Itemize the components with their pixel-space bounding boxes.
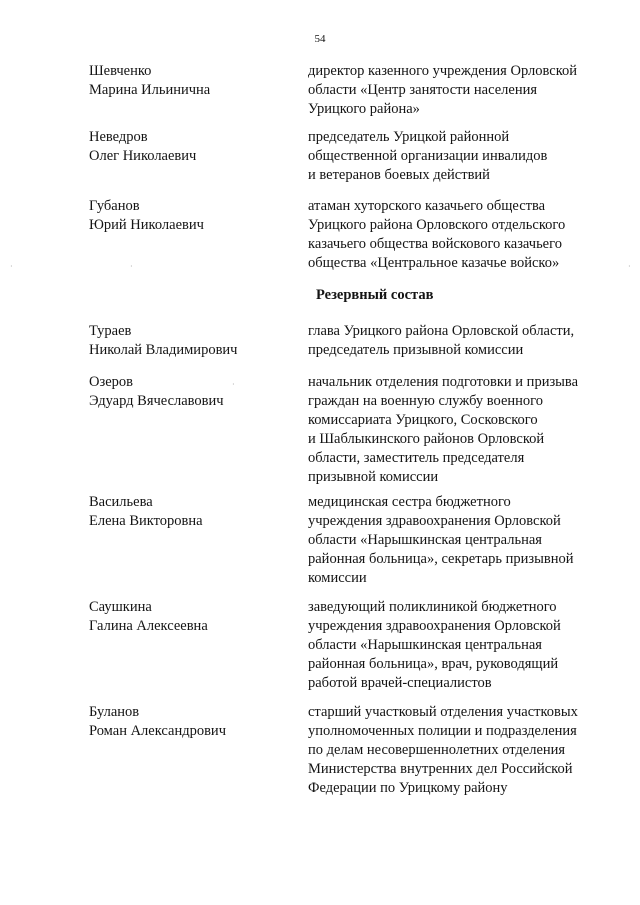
member-surname: Озеров [89, 374, 133, 390]
position-line: председатель призывной комиссии [308, 342, 524, 358]
position-line: председатель Урицкой районной [308, 129, 510, 145]
position-line: области «Нарышкинская центральная [308, 637, 542, 653]
position-line: Федерации по Урицкому району [308, 780, 508, 796]
position-line: районная больница», врач, руководящий [308, 656, 559, 672]
member-name [89, 373, 289, 411]
scan-speck: · [628, 262, 631, 271]
page-number: 54 [314, 33, 326, 45]
section-heading: Резервный состав [316, 287, 434, 303]
position-line: граждан на военную службу военного [308, 393, 543, 409]
position-line: учреждения здравоохранения Орловской [308, 618, 561, 634]
scan-speck: · [232, 380, 235, 389]
position-line: старший участковый отделения участковых [308, 704, 578, 720]
member-position [308, 703, 608, 798]
position-line: учреждения здравоохранения Орловской [308, 513, 561, 529]
position-line: уполномоченных полиции и подразделения [308, 723, 577, 739]
member-name [89, 62, 289, 100]
position-line: призывной комиссии [308, 469, 439, 485]
member-given-names: Юрий Николаевич [89, 217, 204, 233]
position-line: общества «Центральное казачье войско» [308, 255, 560, 271]
position-line: общественной организации инвалидов [308, 148, 548, 164]
member-given-names: Галина Алексеевна [89, 618, 208, 634]
member-surname: Саушкина [89, 599, 152, 615]
position-line: заведующий поликлиникой бюджетного [308, 599, 557, 615]
member-name [89, 493, 289, 531]
position-line: работой врачей-специалистов [308, 675, 492, 691]
position-line: области, заместитель председателя [308, 450, 525, 466]
member-surname: Шевченко [89, 63, 152, 79]
position-line: области «Нарышкинская центральная [308, 532, 542, 548]
position-line: комиссариата Урицкого, Сосковского [308, 412, 538, 428]
member-position [308, 322, 608, 360]
position-line: глава Урицкого района Орловской области, [308, 323, 575, 339]
position-line: комиссии [308, 570, 367, 586]
position-line: начальник отделения подготовки и призыва [308, 374, 579, 390]
member-position [308, 128, 608, 185]
position-line: директор казенного учреждения Орловской [308, 63, 578, 79]
position-line: районная больница», секретарь призывной [308, 551, 574, 567]
position-line: медицинская сестра бюджетного [308, 494, 511, 510]
member-surname: Неведров [89, 129, 148, 145]
member-given-names: Марина Ильинична [89, 82, 211, 98]
position-line: атаман хуторского казачьего общества [308, 198, 546, 214]
position-line: Урицкого района» [308, 101, 420, 117]
member-given-names: Роман Александрович [89, 723, 226, 739]
member-given-names: Николай Владимирович [89, 342, 238, 358]
member-name [89, 128, 289, 166]
member-given-names: Елена Викторовна [89, 513, 203, 529]
member-given-names: Эдуард Вячеславович [89, 393, 224, 409]
member-position [308, 493, 608, 588]
position-line: казачьего общества войскового казачьего [308, 236, 562, 252]
position-line: Министерства внутренних дел Российской [308, 761, 573, 777]
member-position [308, 197, 608, 273]
member-position [308, 598, 608, 693]
member-position [308, 62, 608, 119]
member-name [89, 322, 289, 360]
member-surname: Буланов [89, 704, 140, 720]
scan-speck: · [10, 262, 13, 271]
member-surname: Тураев [89, 323, 132, 339]
member-position [308, 373, 608, 487]
member-name [89, 598, 289, 636]
position-line: и ветеранов боевых действий [308, 167, 490, 183]
member-name [89, 197, 289, 235]
position-line: Урицкого района Орловского отдельского [308, 217, 566, 233]
position-line: и Шаблыкинского районов Орловской [308, 431, 545, 447]
member-given-names: Олег Николаевич [89, 148, 197, 164]
member-surname: Васильева [89, 494, 153, 510]
position-line: по делам несовершеннолетних отделения [308, 742, 566, 758]
member-surname: Губанов [89, 198, 140, 214]
position-line: области «Центр занятости населения [308, 82, 538, 98]
member-name [89, 703, 289, 741]
scan-speck: · [130, 262, 133, 271]
